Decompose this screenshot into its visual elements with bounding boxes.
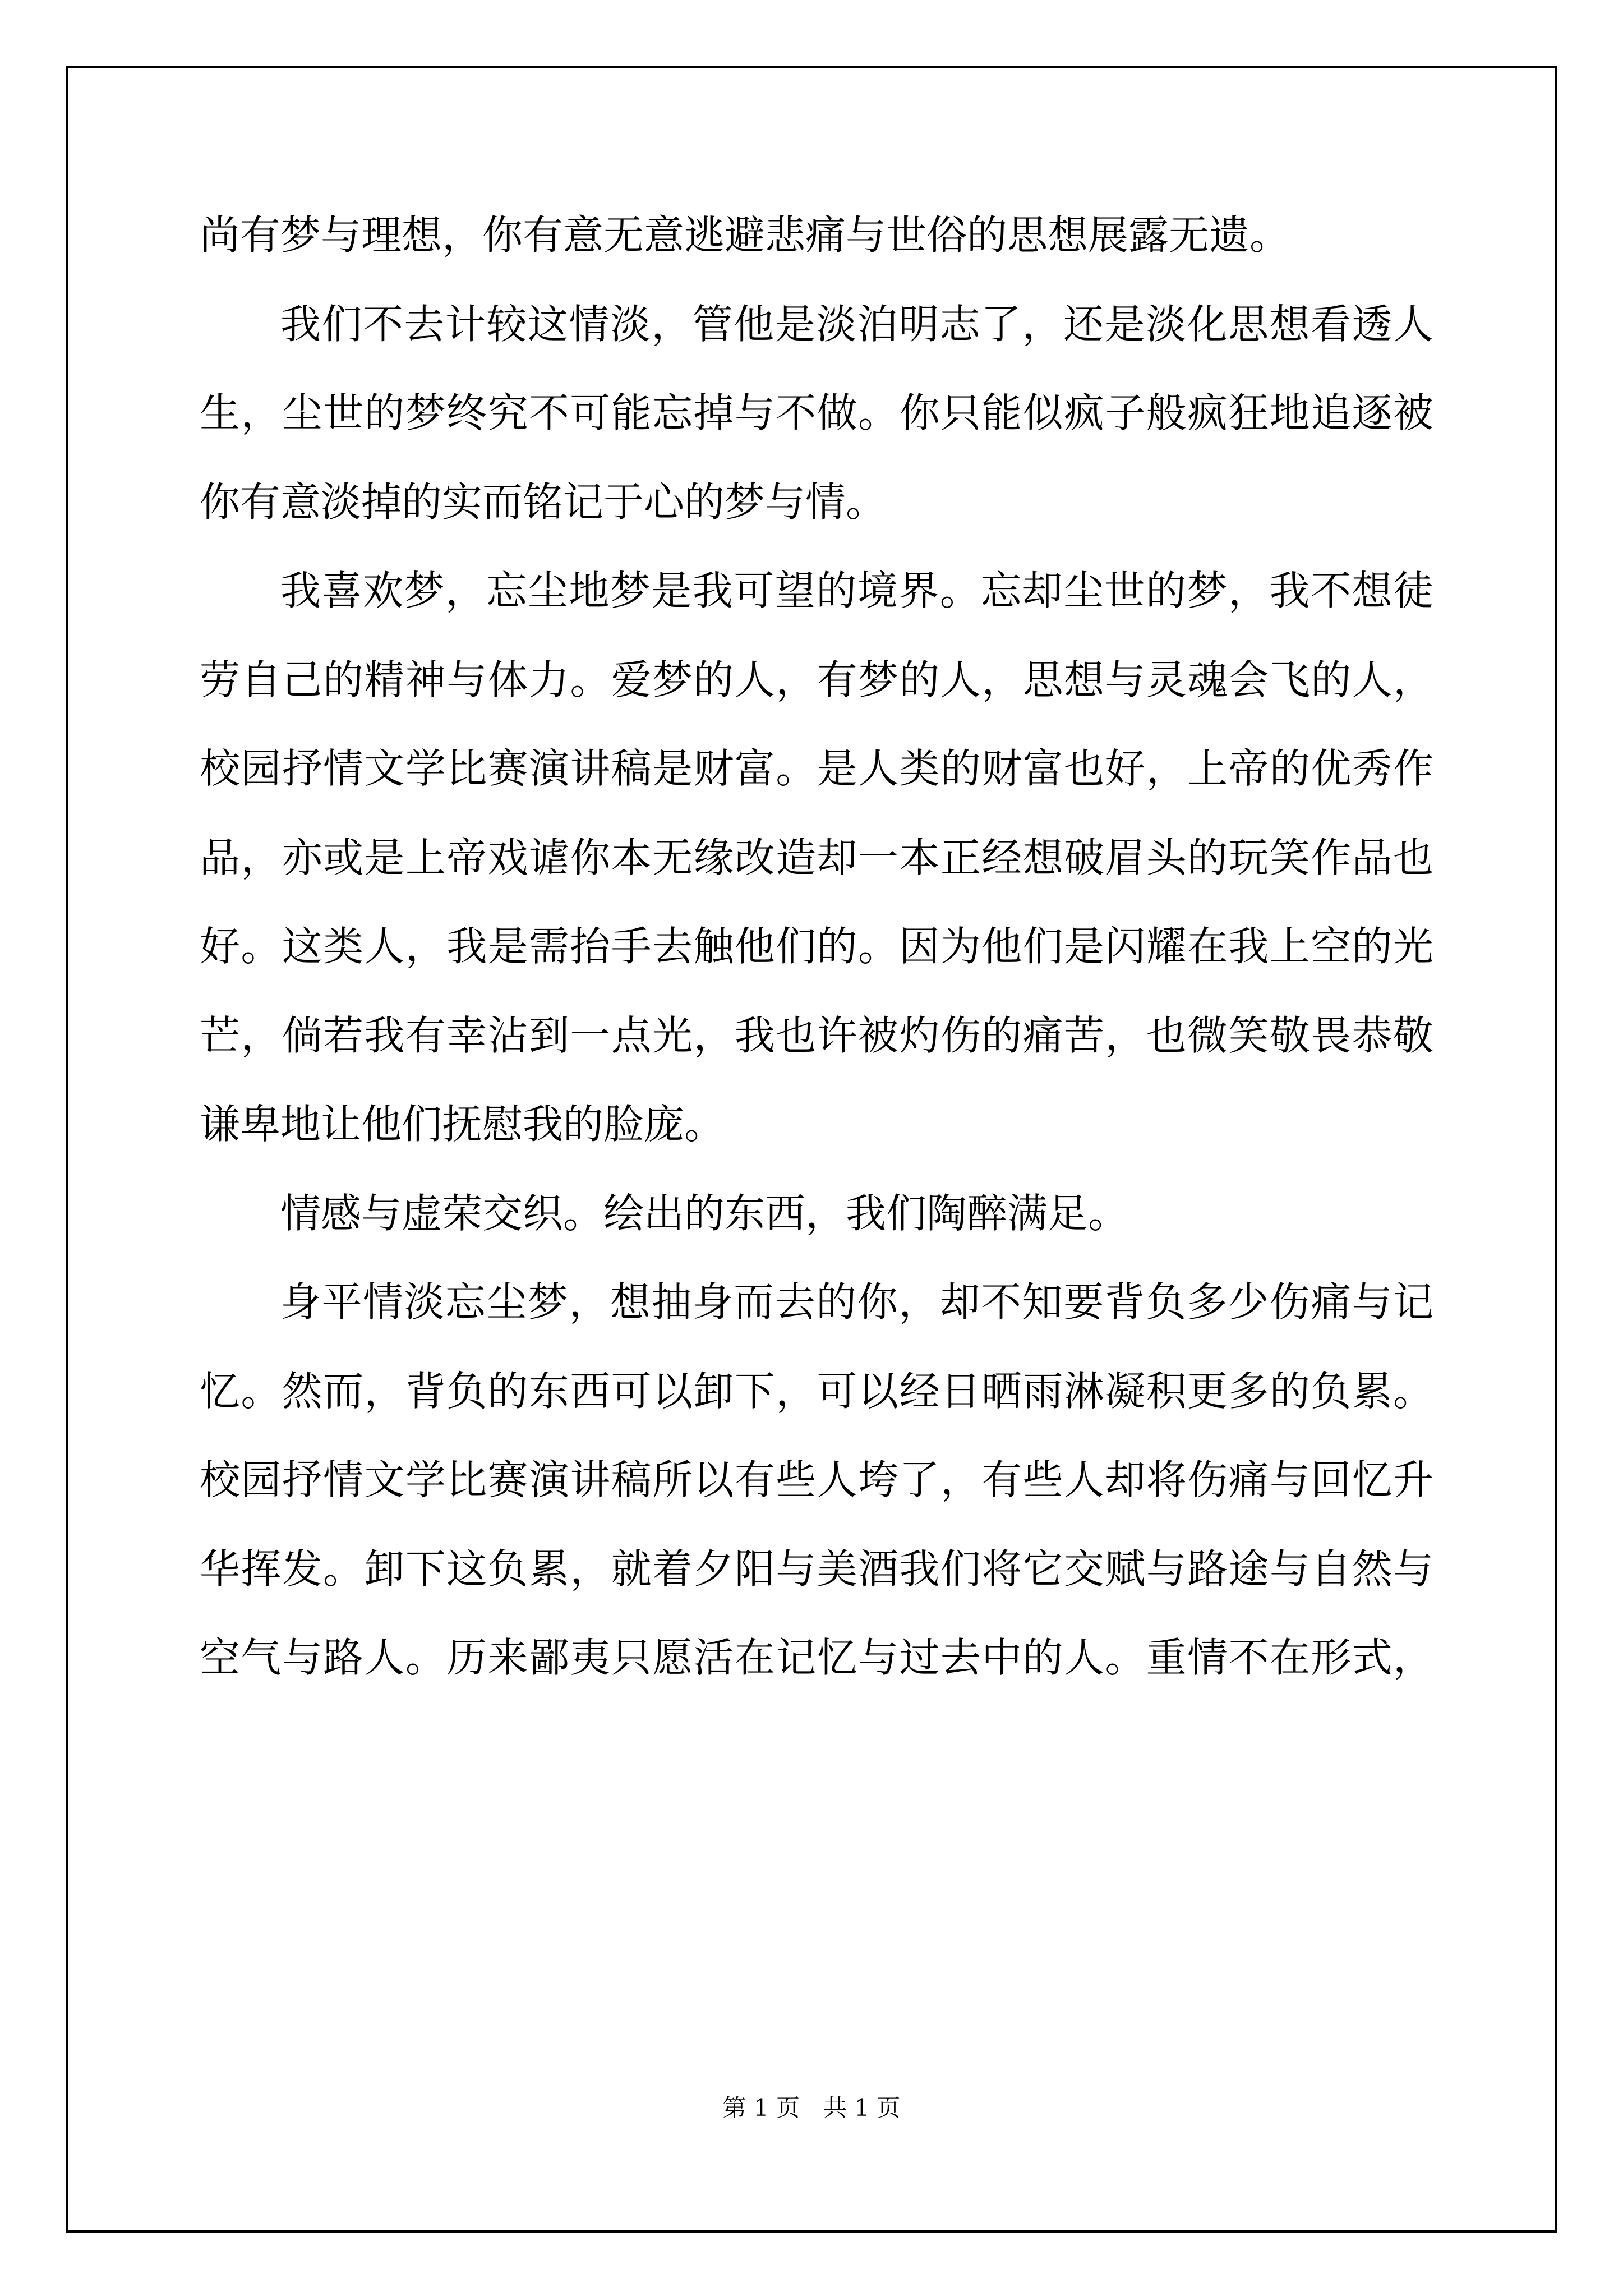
text-line: 尚有梦与理想，你有意无意逃避悲痛与世俗的思想展露无遗。 — [200, 211, 1290, 259]
text-line: 华挥发。卸下这负累，就着夕阳与美酒我们将它交赋与路途与自然与 — [200, 1545, 1433, 1593]
text-line: 校园抒情文学比赛演讲稿是财富。是人类的财富也好，上帝的优秀作 — [200, 745, 1433, 792]
text-line: 情感与虚荣交织。绘出的东西，我们陶醉满足。 — [280, 1189, 1129, 1237]
text-line: 忆。然而，背负的东西可以卸下，可以经日晒雨淋凝积更多的负累。 — [200, 1367, 1433, 1415]
text-line: 生，尘世的梦终究不可能忘掉与不做。你只能似疯子般疯狂地追逐被 — [200, 389, 1433, 436]
text-line: 我喜欢梦，忘尘地梦是我可望的境界。忘却尘世的梦，我不想徒 — [280, 567, 1433, 614]
text-line: 品，亦或是上帝戏谑你本无缘改造却一本正经想破眉头的玩笑作品也 — [200, 834, 1433, 881]
text-line: 芒，倘若我有幸沾到一点光，我也许被灼伤的痛苦，也微笑敬畏恭敬 — [200, 1011, 1433, 1059]
text-line: 好。这类人，我是需抬手去触他们的。因为他们是闪耀在我上空的光 — [200, 923, 1433, 970]
text-line: 我们不去计较这情淡，管他是淡泊明志了，还是淡化思想看透人 — [280, 300, 1433, 348]
text-line: 谦卑地让他们抚慰我的脸庞。 — [200, 1101, 725, 1148]
text-line: 身平情淡忘尘梦，想抽身而去的你，却不知要背负多少伤痛与记 — [280, 1278, 1433, 1326]
text-line: 空气与路人。历来鄙夷只愿活在记忆与过去中的人。重情不在形式， — [200, 1634, 1433, 1681]
page-number-footer: 第 1 页 共 1 页 — [722, 2094, 901, 2122]
text-line: 你有意淡掉的实而铭记于心的梦与情。 — [200, 478, 887, 526]
text-line: 劳自己的精神与体力。爱梦的人，有梦的人，思想与灵魂会飞的人， — [200, 656, 1433, 703]
text-line: 校园抒情文学比赛演讲稿所以有些人垮了，有些人却将伤痛与回忆升 — [200, 1456, 1433, 1503]
document-body — [200, 191, 1433, 1703]
